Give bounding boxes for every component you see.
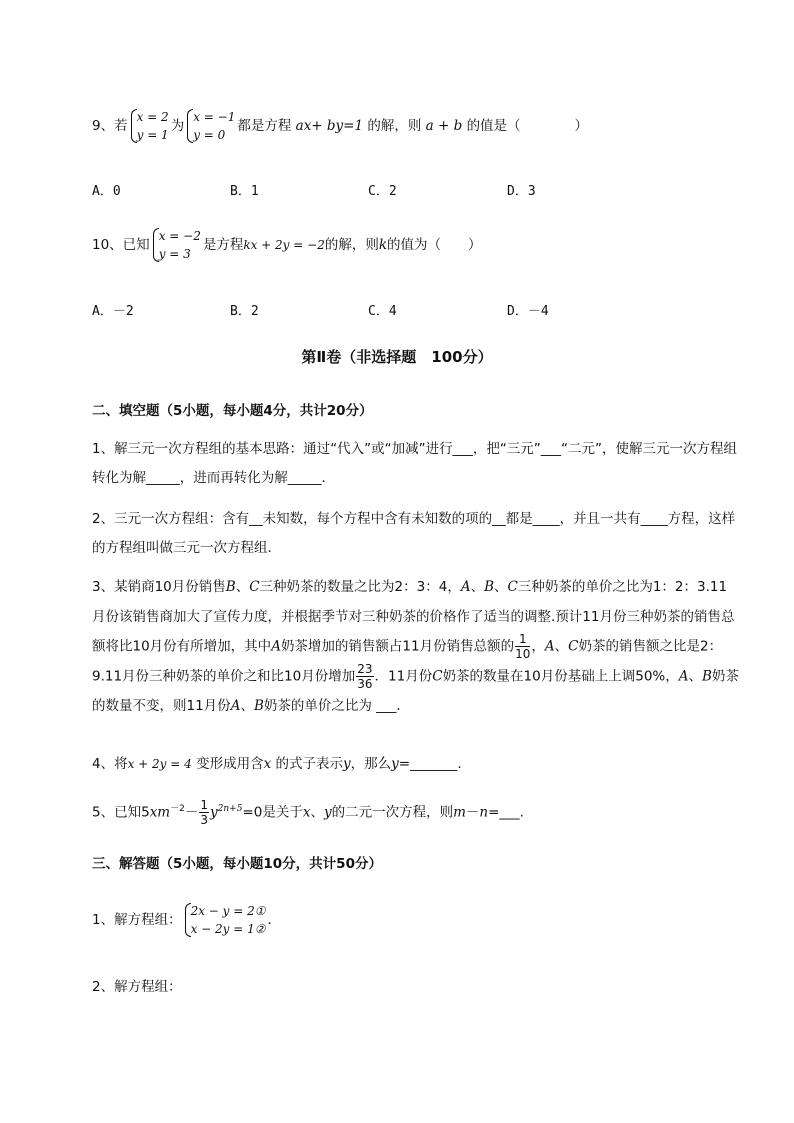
- q9-system-2: x = −1 y = 0: [186, 108, 235, 144]
- q9-option-a[interactable]: A．0: [92, 184, 121, 199]
- q9-option-d[interactable]: D．3: [507, 184, 536, 199]
- q9-expression: a + b: [425, 118, 463, 134]
- solve-question-2: 2、解方程组：: [92, 979, 182, 995]
- fill-question-2: 2、三元一次方程组：含有__未知数，每个方程中含有未知数的项的__都是____，并且一共有____方程，这样的方程组叫做三元一次方程组．: [92, 511, 736, 556]
- q9-system-1: x = 2 y = 1: [130, 108, 169, 144]
- fill-question-3: 3、某销商10月份销售B、C三种奶茶的数量之比为2：3：4，A、B、C三种奶茶的单价之比为1：2：3.11月份该销售商加大了宣传力度，并根据季节对三种奶茶的价格作了适当的调整.预计11月份三种奶茶的销售总额将比10月份有所增加，其中A奶茶增加的销售额占11月份销售总额的 $\frac{1}{10}$ ，A、C奶茶的销售额之比是2：9.11月份三种奶茶的单价之和比10月份增加 $\frac{23}{36}$ ．11月份C奶茶的数量在10月份基础上上调50%，A、B奶茶的数量不变，则11月份A、B奶茶的单价之比为 ___．: [92, 579, 739, 714]
- fill-question-4: 4、将x + 2y = 4 变形成用含x 的式子表示y，那么y=_______.: [92, 756, 462, 772]
- q9-equation: ax+ by=1: [295, 118, 364, 134]
- section2-heading: 二、填空题（5小题，每小题4分，共计20分）: [92, 403, 373, 419]
- q10-option-b[interactable]: B．2: [230, 304, 259, 319]
- q9-prefix: 9、若: [92, 118, 128, 134]
- fraction-one-third: $\frac{1}{3}$: [200, 798, 208, 827]
- q10-system: x = −2 y = 3: [152, 227, 201, 263]
- q10-option-a[interactable]: A．－2: [92, 304, 134, 319]
- section3-heading: 三、解答题（5小题，每小题10分，共计50分）: [92, 856, 382, 872]
- question-9: 9、若 x = 2 y = 1 为 x = −1 y = 0 都是方程 ax+ by=1 的解，则 a + b 的值是（ ）: [92, 110, 589, 142]
- solve-question-1: 1、解方程组： 2x − y = 2① x − 2y = 1② ．: [92, 904, 282, 936]
- fraction-23-36: $\frac{23}{36}$: [357, 662, 373, 691]
- part2-title: 第Ⅱ卷（非选择题 100分）: [301, 348, 493, 366]
- q10-equation: kx + 2y = −2: [243, 238, 325, 252]
- question-10: 10、已知 x = −2 y = 3 是方程kx + 2y = −2的解，则k的值为（ ）: [92, 229, 482, 261]
- s1-system: 2x − y = 2① x − 2y = 1②: [184, 902, 266, 938]
- q9-option-b[interactable]: B．1: [230, 184, 259, 199]
- fill-question-1: 1、解三元一次方程组的基本思路：通过“代入”或“加减”进行___，把“三元”___“二元”，使解三元一次方程组转化为解_____，进而再转化为解_____．: [92, 441, 738, 486]
- fill-question-5: 5、已知$5xm^{-2}-$ $\frac{1}{3}$ $y^{2n+5}=0$是关于x、y的二元一次方程，则m－n=___.: [92, 798, 524, 827]
- q9-option-c[interactable]: C．2: [368, 184, 397, 199]
- q10-option-c[interactable]: C．4: [368, 304, 397, 319]
- fraction-one-tenth: $\frac{1}{10}$: [515, 632, 531, 661]
- q10-option-d[interactable]: D．－4: [507, 304, 549, 319]
